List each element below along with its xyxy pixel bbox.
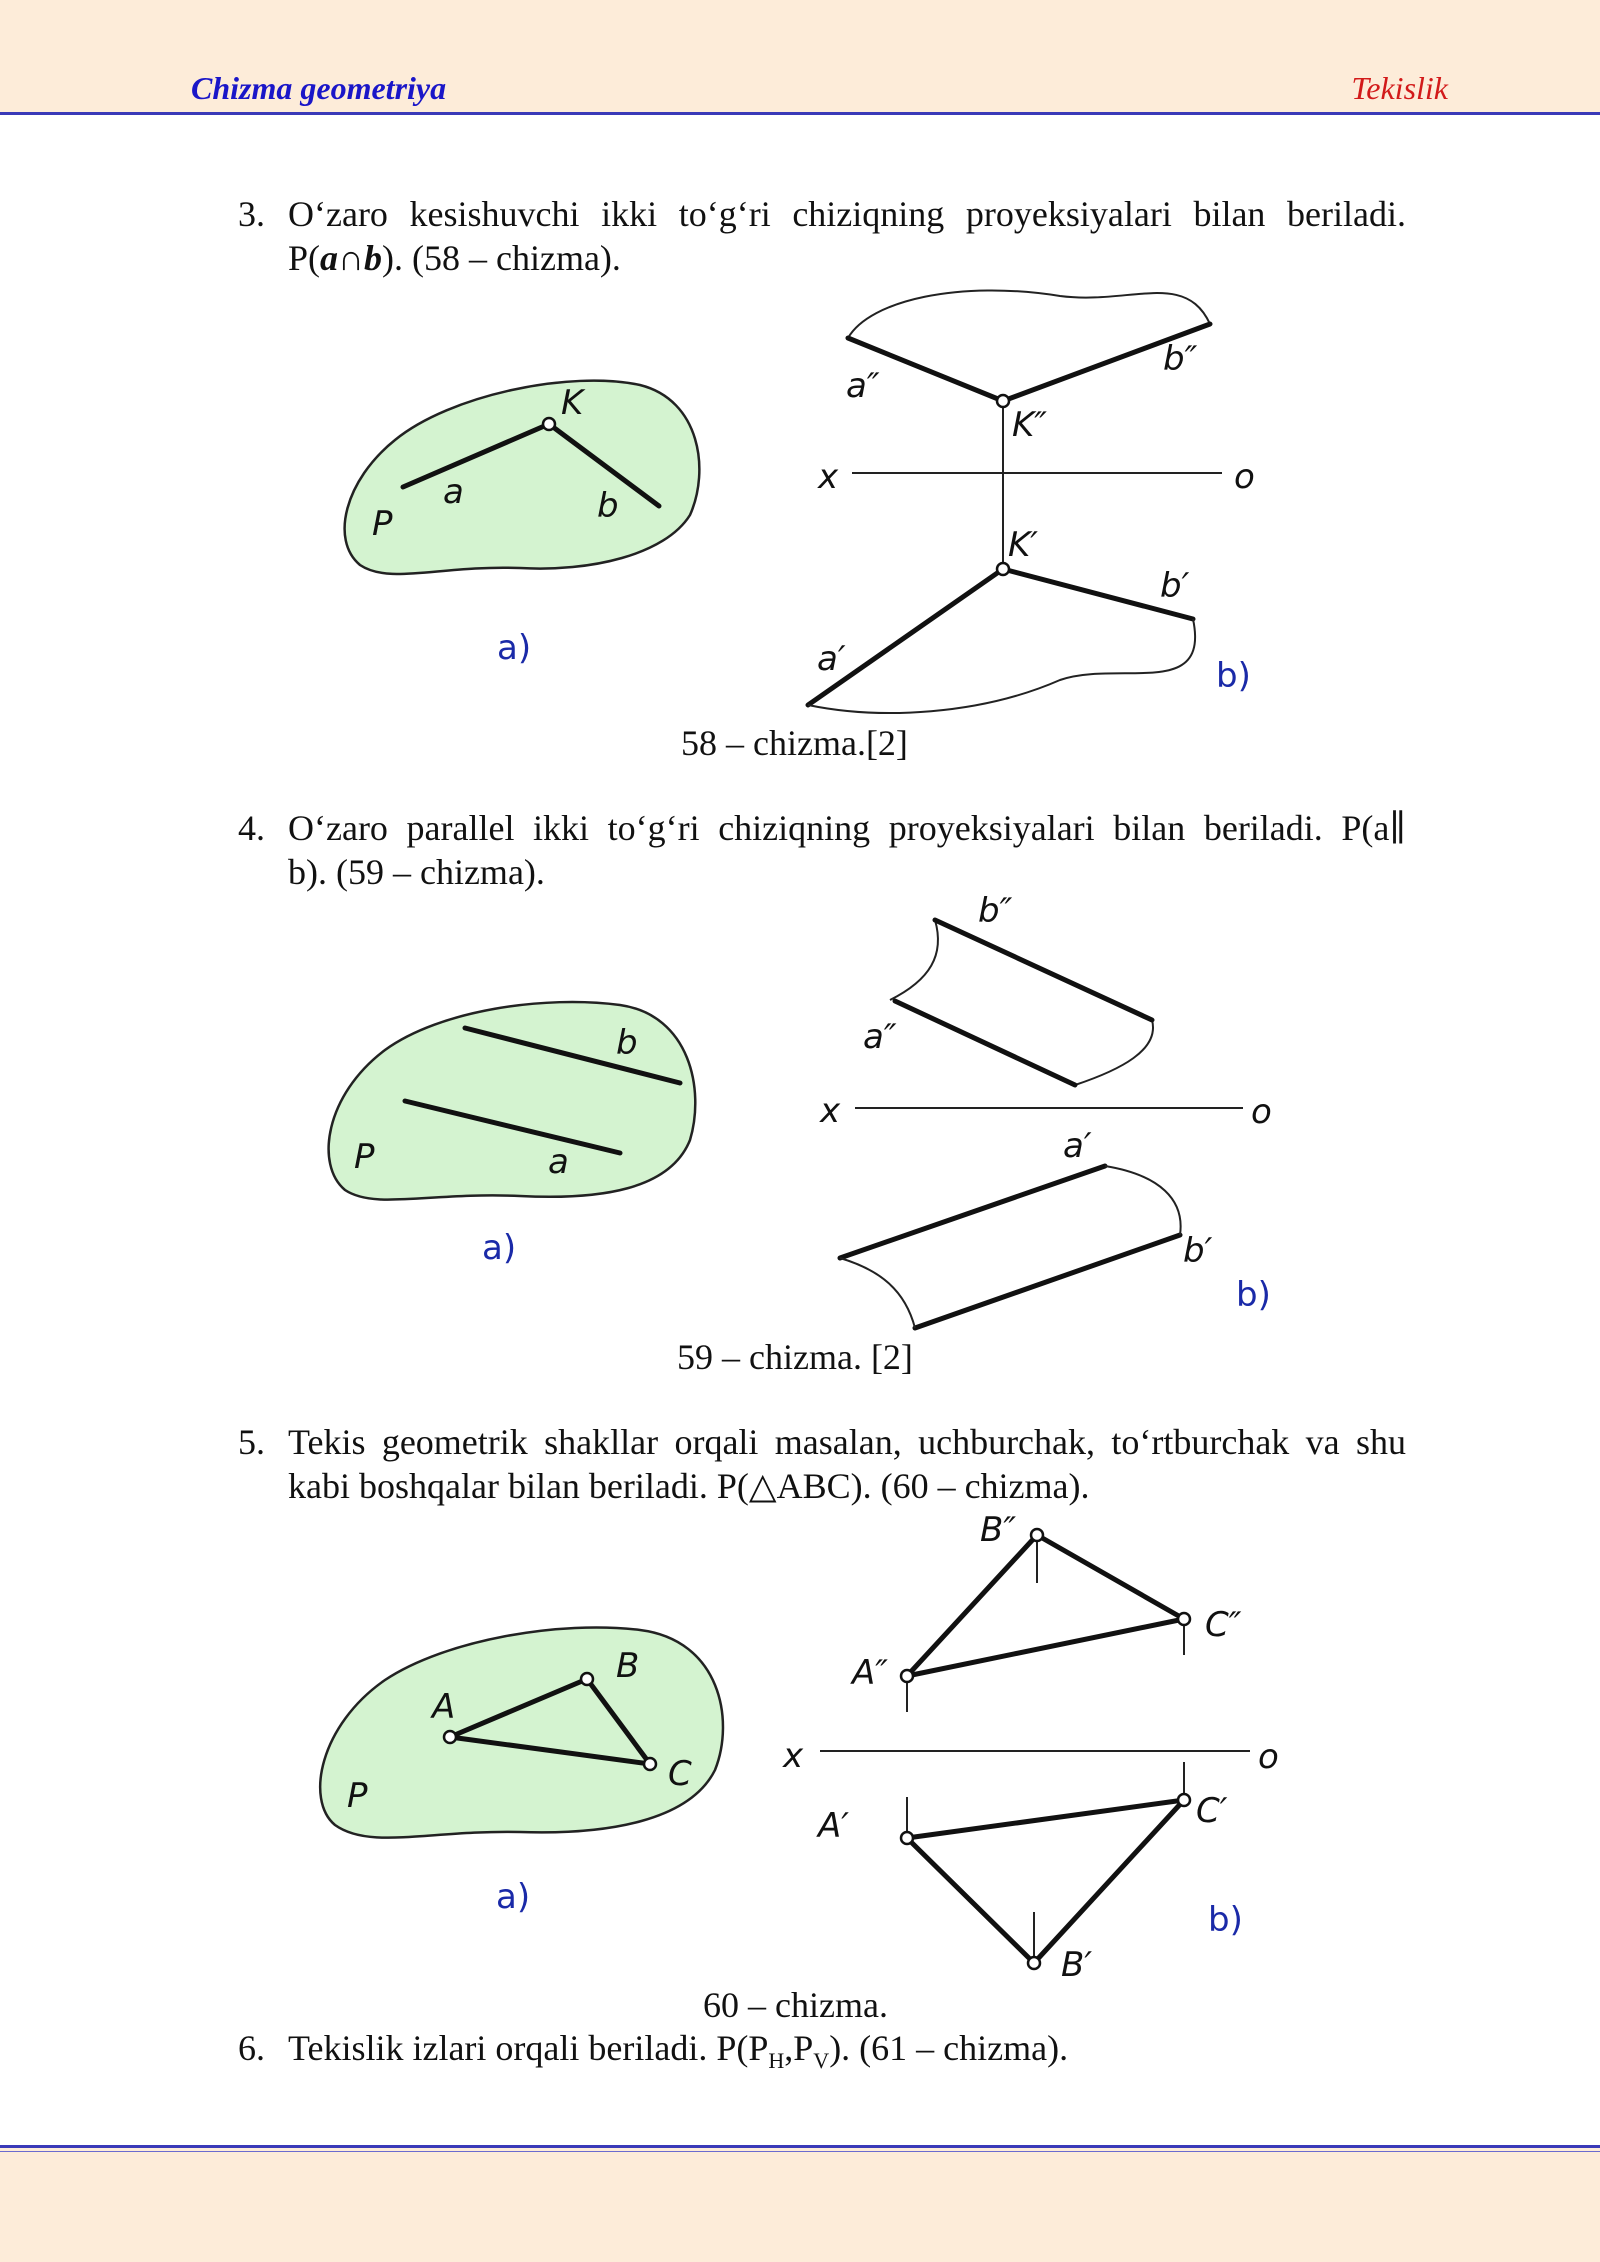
triangle-horizontal [907, 1800, 1184, 1963]
plane-boundary-left [840, 1258, 915, 1328]
point-b-horizontal [1028, 1957, 1040, 1969]
label-x: x [818, 457, 839, 497]
figure-58-b [808, 290, 1255, 713]
label-a: a [443, 472, 464, 512]
label-o: o [1234, 457, 1255, 497]
figure-59-caption: 59 – chizma. [2] [677, 1337, 913, 1377]
label-p: P [372, 504, 393, 544]
figure-58-caption: 58 – chizma.[2] [681, 723, 908, 763]
point-k-frontal [997, 395, 1009, 407]
point-b-frontal [1031, 1529, 1043, 1541]
sublabel-a: a) [497, 628, 532, 668]
label-k2: K″ [1012, 405, 1047, 445]
point-c-horizontal [1178, 1794, 1190, 1806]
figure-59-b [819, 891, 1272, 1328]
plane-boundary-top [890, 920, 938, 1000]
label-k: K [561, 383, 584, 423]
sublabel-b: b) [1208, 1900, 1243, 1940]
point-c [644, 1758, 656, 1770]
label-a: a [548, 1142, 569, 1182]
label-a: A [432, 1687, 456, 1727]
label-k1: K′ [1008, 525, 1039, 565]
label-c1: C′ [1196, 1791, 1228, 1831]
header-chapter-title: Tekislik [1351, 70, 1448, 106]
point-a-horizontal [901, 1832, 913, 1844]
label-b2: b″ [1163, 339, 1198, 379]
plane-region [329, 1002, 696, 1200]
point-b [581, 1673, 593, 1685]
sublabel-a: a) [482, 1228, 517, 1268]
point-k [543, 418, 555, 430]
figure-59-a [329, 1002, 696, 1268]
footer-rule [0, 2145, 1600, 2148]
header-book-title: Chizma geometriya [191, 70, 447, 106]
plane-region [345, 381, 700, 574]
line-a-horizontal [808, 569, 1003, 705]
figure-60-caption: 60 – chizma. [703, 1985, 888, 2025]
item-number: 4. [238, 808, 265, 848]
line-a-horizontal [840, 1166, 1105, 1258]
item-line: O‘zaro parallel ikki to‘g‘ri chiziqning proyeksiyalari bilan beriladi. P(a∥ [288, 808, 1406, 848]
figure-60-b [782, 1510, 1279, 1985]
label-a2: a″ [863, 1017, 897, 1057]
plane-boundary-side [1105, 1166, 1181, 1235]
point-a [444, 1731, 456, 1743]
label-x: x [820, 1091, 841, 1131]
label-a2: A″ [852, 1653, 888, 1693]
plane-boundary-top [848, 290, 1210, 338]
item-text: Tekislik izlari orqali beriladi. $P(P_H,P_V)$. (61 – chizma). [288, 2028, 1069, 2074]
label-b2: B″ [980, 1510, 1017, 1550]
item-line: O‘zaro kesishuvchi ikki to‘g‘ri chiziqning proyeksiyalari bilan beriladi. [288, 194, 1406, 234]
label-b1: B′ [1061, 1945, 1093, 1985]
plane-region [320, 1627, 723, 1837]
label-b1: b′ [1160, 566, 1190, 606]
label-x: x [783, 1736, 804, 1776]
line-a-frontal [895, 1001, 1075, 1085]
point-c-frontal [1178, 1613, 1190, 1625]
label-c2: C″ [1205, 1605, 1242, 1645]
line-b-horizontal [915, 1235, 1180, 1328]
label-o: o [1251, 1092, 1272, 1132]
label-c: C [668, 1754, 692, 1794]
line-b-frontal [935, 920, 1152, 1020]
figure-60-a [320, 1627, 723, 1917]
label-a1: a′ [1063, 1126, 1092, 1166]
item-line: b). (59 – chizma). [288, 852, 545, 892]
item-line: Tekis geometrik shakllar orqali masalan, uchburchak, to‘rtburchak va shu [288, 1422, 1406, 1462]
label-b: b [616, 1023, 638, 1063]
sublabel-b: b) [1216, 656, 1251, 696]
label-a1: a′ [817, 639, 846, 679]
label-b: B [616, 1646, 640, 1686]
plane-boundary-right [1075, 1020, 1153, 1085]
item-number: 6. [238, 2028, 265, 2068]
footer-rule-thin [0, 2151, 1600, 2152]
item-line: P(a∩b). (58 – chizma). [288, 238, 621, 278]
item-line: kabi boshqalar bilan beriladi. P(△ABC). (60 – chizma). [288, 1466, 1090, 1506]
label-b: b [597, 486, 619, 526]
label-b2: b″ [978, 891, 1013, 931]
point-a-frontal [901, 1670, 913, 1682]
figure-58-a [345, 381, 700, 668]
label-o: o [1258, 1737, 1279, 1777]
sublabel-b: b) [1236, 1275, 1271, 1315]
label-a1: A′ [818, 1806, 849, 1846]
sublabel-a: a) [496, 1877, 531, 1917]
label-p: P [347, 1776, 368, 1816]
label-b1: b′ [1183, 1231, 1213, 1271]
label-p: P [354, 1137, 375, 1177]
item-number: 5. [238, 1422, 265, 1462]
label-a2: a″ [846, 366, 880, 406]
item-number: 3. [238, 194, 265, 234]
triangle-frontal [907, 1535, 1184, 1676]
